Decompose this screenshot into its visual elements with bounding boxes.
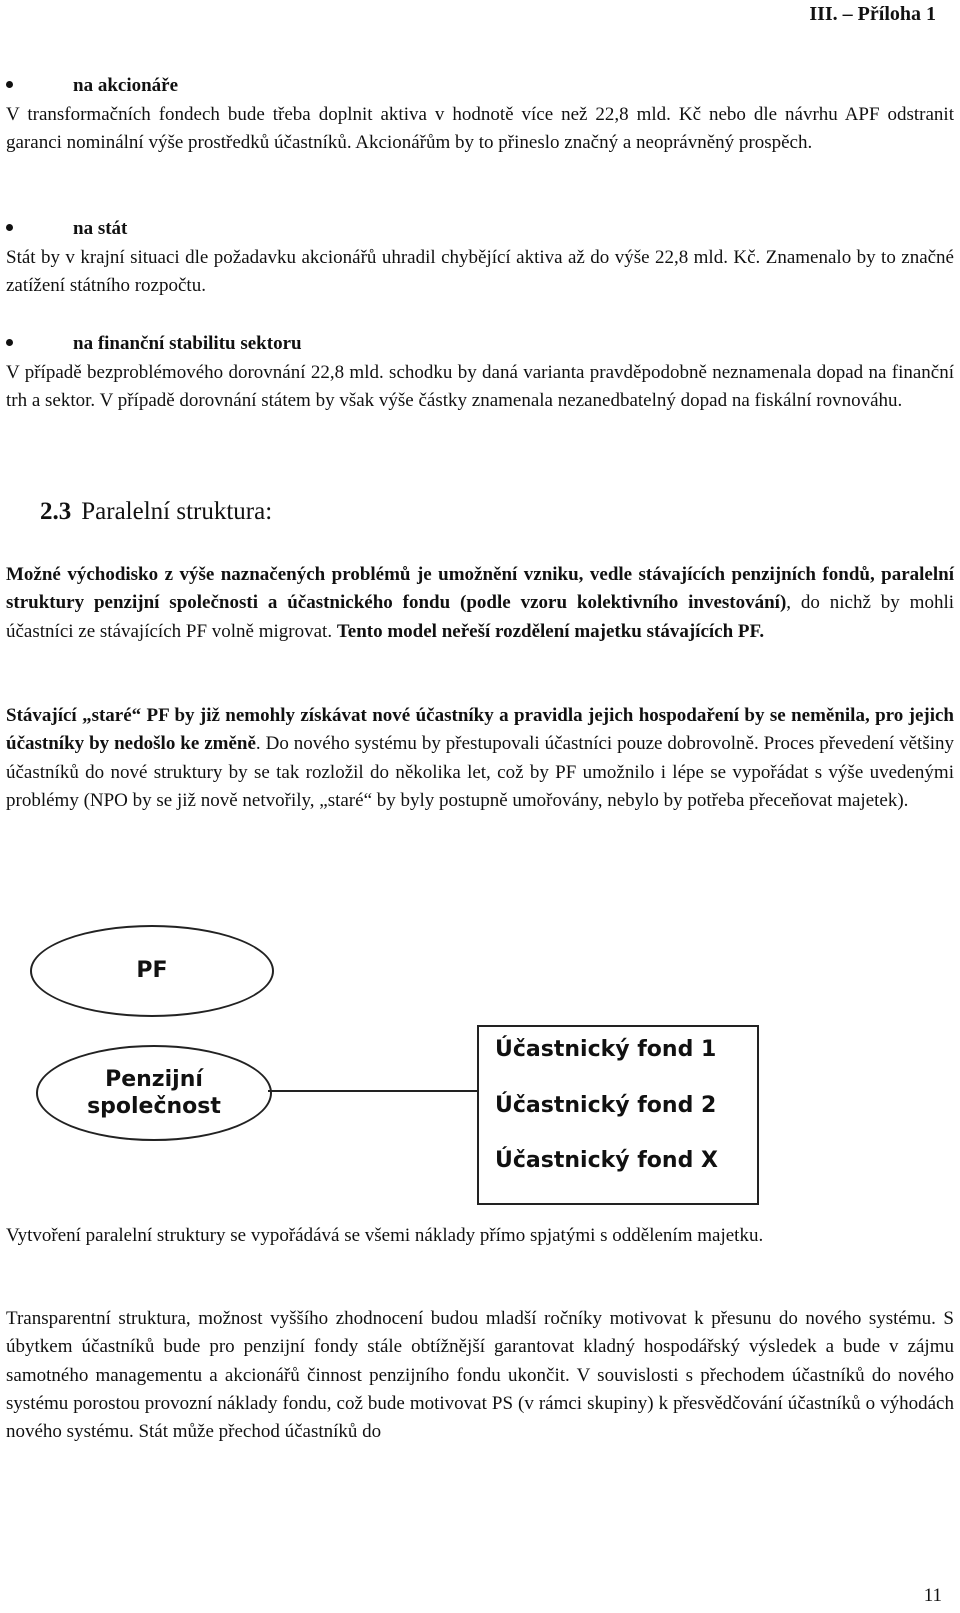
fund-item-x: Účastnický fond X <box>495 1148 718 1173</box>
paragraph-possible-solution <box>6 561 954 646</box>
fund-item-1: Účastnický fond 1 <box>495 1037 717 1062</box>
bullet-heading-stability <box>6 333 302 355</box>
connector-line <box>268 1090 479 1092</box>
paragraph-parallel-structure: Vytvoření paralelní struktury se vypořádává se všemi náklady přímo spjatými s oddělením majetku. <box>6 1225 764 1246</box>
paragraph-existing-funds <box>6 702 954 815</box>
pension-company-ellipse <box>36 1045 272 1141</box>
structure-diagram <box>0 915 960 1215</box>
paragraph-transparent-structure: Transparentní struktura, možnost vyššího zhodnocení budou mladší ročníky motivovat k přesunu do nového systému. S úbytkem účastníků bude pro penzijní fondy stále obtížnější garantovat kladný hospodářský výsledek a bude v zájmu samotného managementu a akcionářů činnost penzijního fondu ukončit. V souvislosti s přechodem účastníků do nového systému porostou provozní náklady fondu, což bude motivovat PS (v rámci skupiny) k přesvědčování účastníků o výhodách nového systému. Stát může přechod účastníků do <box>6 1308 954 1443</box>
page-number: 11 <box>923 1585 942 1606</box>
pension-company-label-line1: Penzijní <box>105 1066 203 1092</box>
para1-bold-end: Tento model neřeší rozdělení majetku stávajících PF. <box>336 620 765 642</box>
bullet-icon <box>6 339 13 346</box>
pf-label: PF <box>136 958 168 984</box>
para1-normal: , do nichž by mohli účastníci ze stávajících PF volně migrovat. <box>6 592 954 642</box>
section-title-text: Paralelní struktura: <box>81 498 273 525</box>
section-title <box>40 498 272 526</box>
bullet-heading-shareholders <box>6 75 178 97</box>
bullet-heading-text: na stát <box>73 218 128 239</box>
bullet-text-stability: V případě bezproblémového dorovnání 22,8 mld. schodku by daná varianta pravděpodobně neznamenala dopad na finanční trh a sektor. V případě dorovnání státem by však výše částky znamenala nezanedbatelný dopad na fiskální rovnováhu. <box>6 362 954 412</box>
bullet-text-state: Stát by v krajní situaci dle požadavku akcionářů uhradil chybějící aktiva až do výše 22,8 mld. Kč. Znamenalo by to značné zatížení státního rozpočtu. <box>6 247 954 297</box>
bullet-heading-text: na finanční stabilitu sektoru <box>73 333 302 354</box>
page-header: III. – Příloha 1 <box>809 3 936 25</box>
pension-company-label-line2: společnost <box>87 1094 221 1119</box>
bullet-text-shareholders: V transformačních fondech bude třeba doplnit aktiva v hodnotě více než 22,8 mld. Kč nebo dle návrhu APF odstranit garanci nominální výše prostředků účastníků. Akcionářům by to přineslo značný a neoprávněný prospěch. <box>6 104 954 154</box>
bullet-heading-state <box>6 218 127 240</box>
fund-item-2: Účastnický fond 2 <box>495 1093 717 1118</box>
para2-bold-lead: Stávající „staré“ PF by již nemohly získávat nové účastníky a pravidla jejich hospodaření by se neměnila, pro jejich účastníky by nedošlo ke změně <box>6 705 954 755</box>
para2-normal: . Do nového systému by přestupovali účastníci pouze dobrovolně. Proces převedení většiny účastníků do nové struktury by se tak rozložil do několika let, což by PF umožnilo i lépe se vypořádat s výše uvedenými problémy (NPO by se již nově netvořily, „staré“ by byly postupně umořovány, nebylo by potřeba přeceňovat majetek). <box>6 733 954 811</box>
para1-bold-lead: Možné východisko z výše naznačených problémů je umožnění vzniku, vedle stávajících penzijních fondů, paralelní struktury penzijní společnosti a účastnického fondu (podle vzoru kolektivního investování) <box>6 564 954 614</box>
section-number: 2.3 <box>40 498 72 525</box>
bullet-icon <box>6 81 13 88</box>
bullet-heading-text: na akcionáře <box>73 75 179 96</box>
pf-ellipse <box>30 925 274 1017</box>
bullet-icon <box>6 224 13 231</box>
participant-funds-box <box>477 1025 759 1205</box>
